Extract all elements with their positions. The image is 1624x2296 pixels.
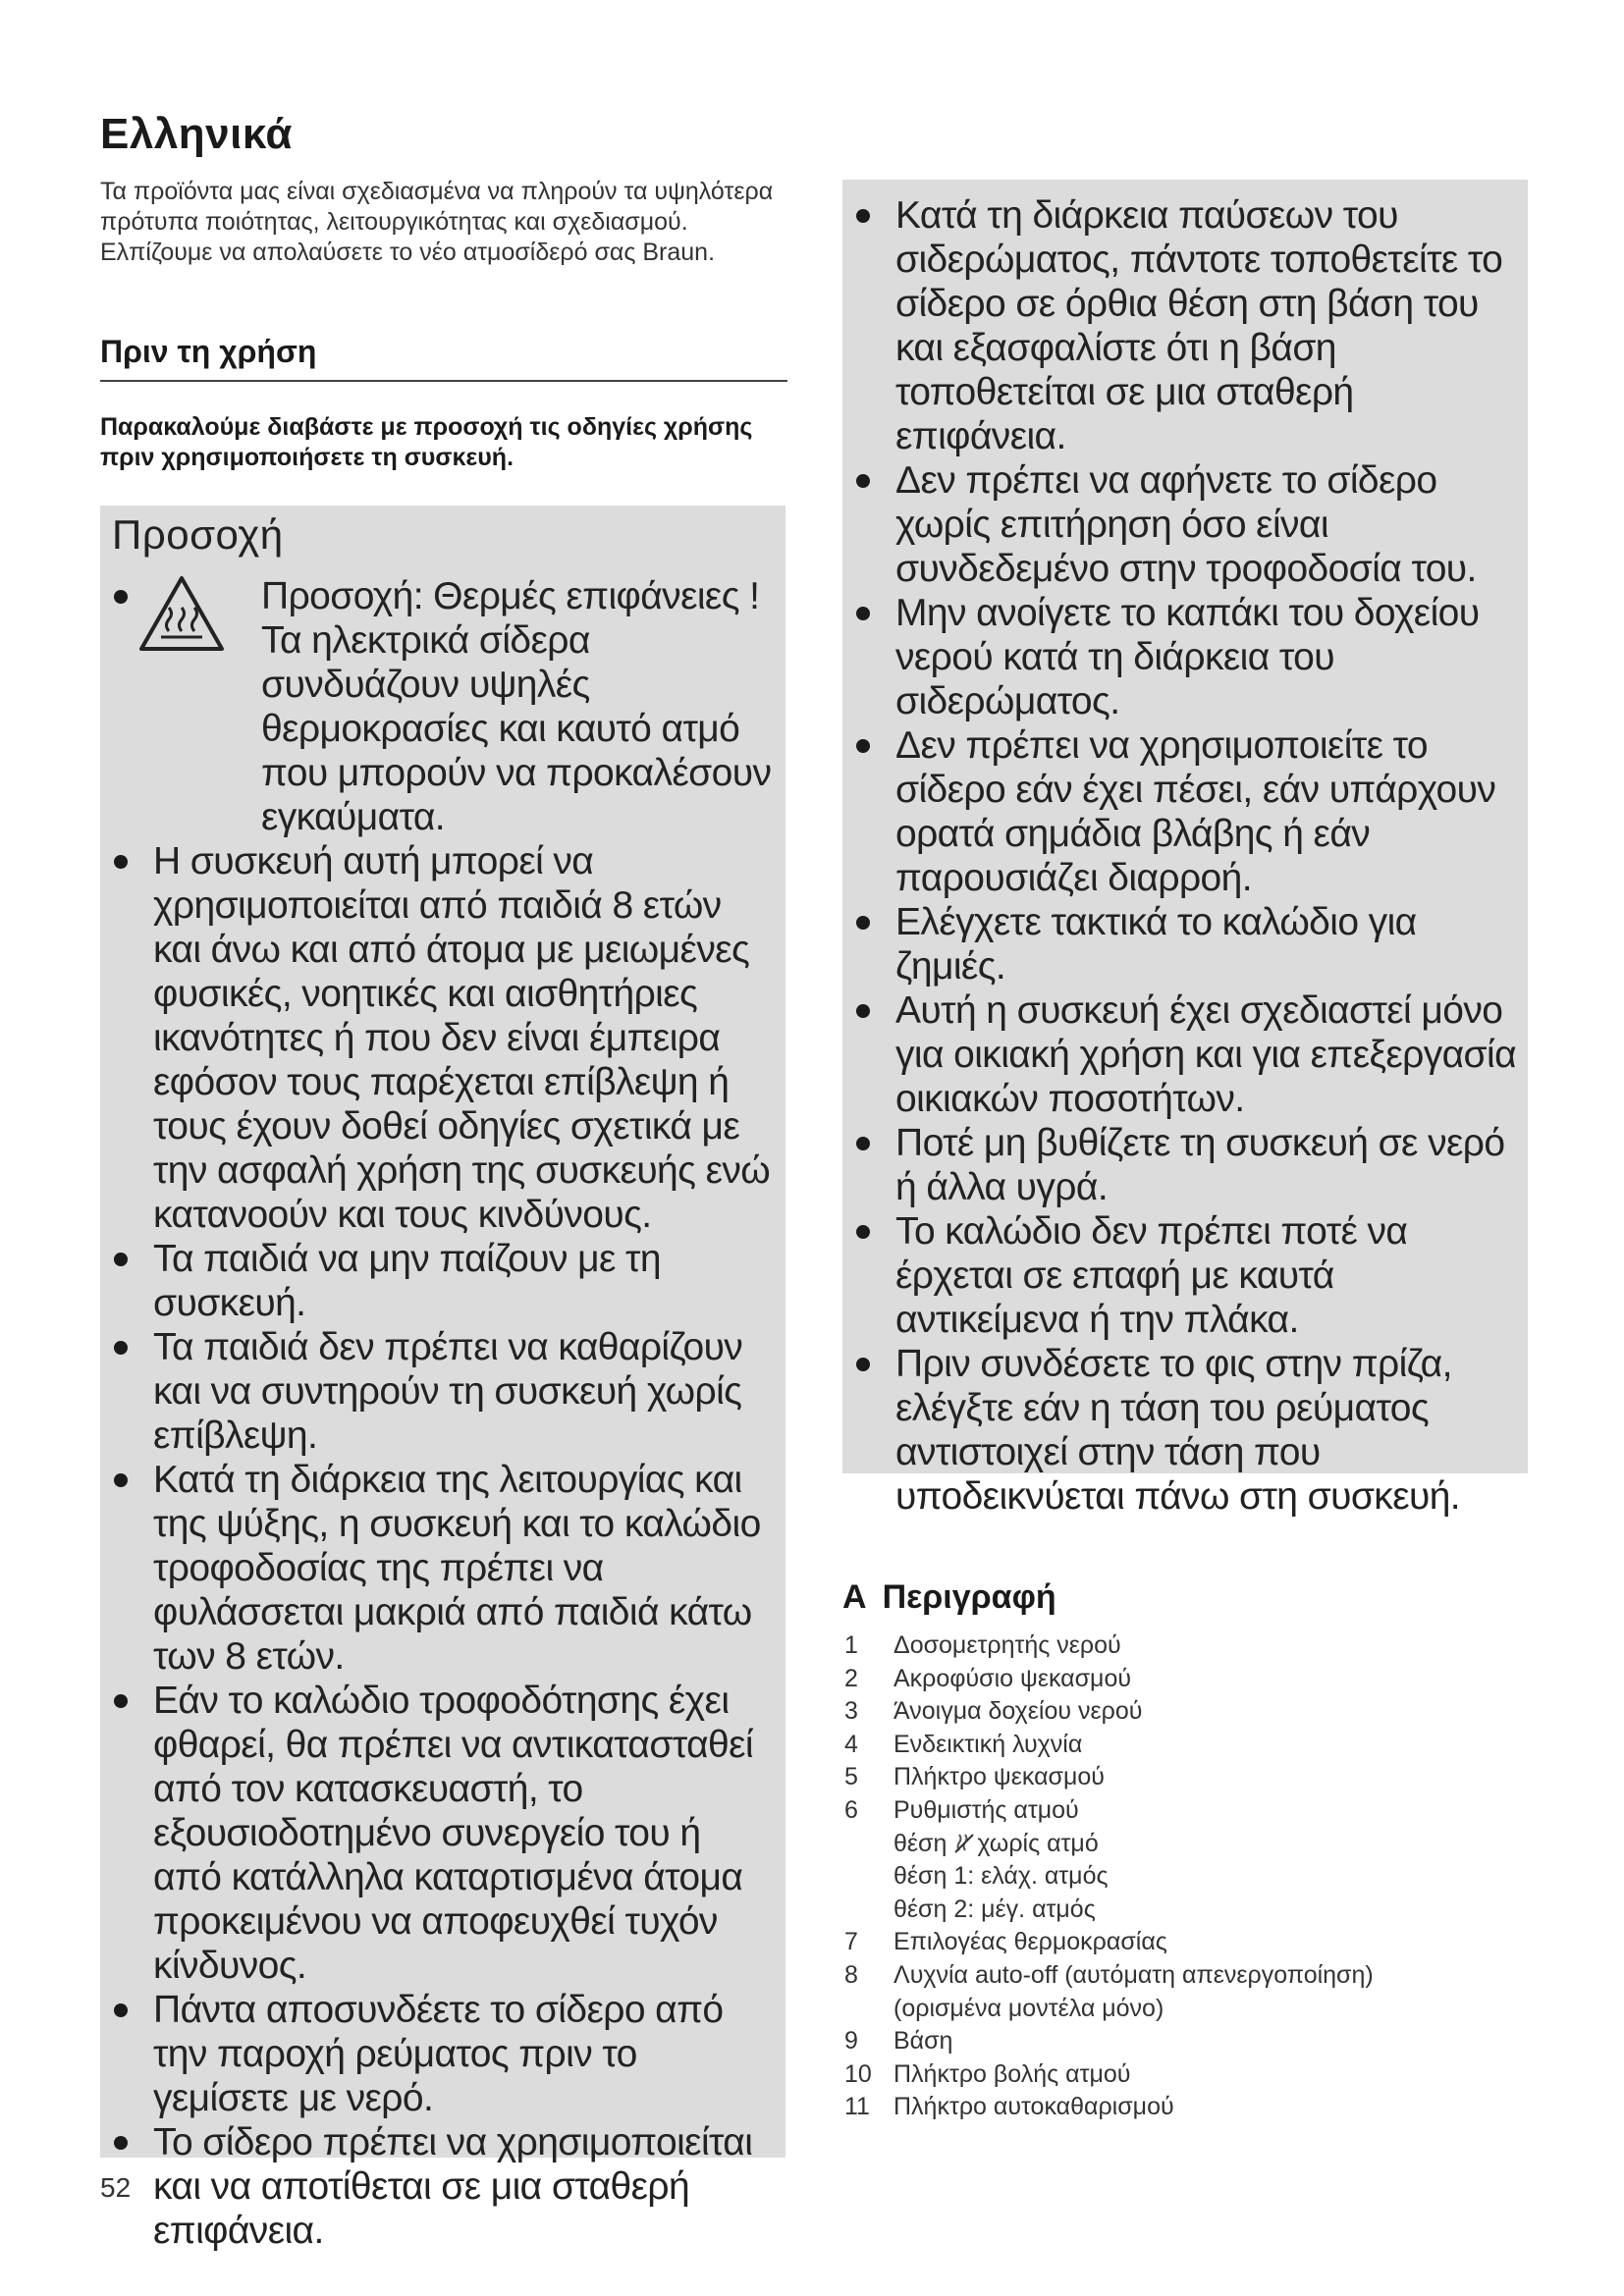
part-label: Επιλογέας θερμοκρασίας — [893, 1928, 1167, 1956]
list-item — [842, 1794, 1530, 1926]
part-label: Βάση — [893, 2027, 953, 2056]
list-item: Εάν το καλώδιο τροφοδότησης έχει φθαρεί, θα πρέπει να αντικατασταθεί από τον κατασκευαστή, το εξουσιοδοτημένο συνεργείο του ή από κατάλληλα καταρτισμένα άτομα προκειμένου να αποφευχθεί τυχόν κίνδυνος. — [100, 1679, 778, 1988]
parts-list — [842, 1629, 1530, 2124]
part-number: 9 — [844, 2027, 858, 2056]
part-label: Ρυθμιστής ατμού — [893, 1795, 1079, 1824]
list-item: Αυτή η συσκευή έχει σχεδιαστεί μόνο για οικιακή χρήση και για επεξεργασία οικιακών ποσοτήτων. — [842, 988, 1520, 1121]
part-number: 3 — [844, 1697, 858, 1726]
steam-setting-label: χωρίς ατμό — [977, 1829, 1099, 1857]
list-item — [842, 1663, 1530, 1696]
part-label: Δοσομετρητής νερού — [893, 1631, 1121, 1659]
list-item — [100, 574, 778, 839]
caution-heading: Προσοχή — [112, 511, 284, 558]
list-item: Ποτέ μη βυθίζετε τη συσκευή σε νερό ή άλλα υγρά. — [842, 1121, 1520, 1209]
list-item — [842, 2025, 1530, 2058]
list-item-text: Προσοχή: Θερμές επιφάνειες ! Τα ηλεκτρικά σίδερα συνδυάζουν υψηλές θερμοκρασίες και καυτό ατμό που μπορούν να προκαλέσουν εγκαύματα. — [261, 575, 772, 838]
part-label: Πλήκτρο ψεκασμού — [893, 1763, 1105, 1791]
caution-box-continued — [842, 180, 1528, 1518]
steam-setting-2: θέση 2: μέγ. ατμός — [893, 1895, 1096, 1923]
list-item: Τα παιδιά να μην παίζουν με τη συσκευή. — [100, 1237, 778, 1325]
list-item: Τα παιδιά δεν πρέπει να καθαρίζουν και να συντηρούν τη συσκευή χωρίς επίβλεψη. — [100, 1325, 778, 1458]
part-label: Λυχνία auto-off (αυτόματη απενεργοποίηση) — [893, 1960, 1374, 1989]
list-item: Ελέγχετε τακτικά το καλώδιο για ζημιές. — [842, 900, 1520, 988]
part-label: Ενδεικτική λυχνία — [893, 1730, 1083, 1758]
list-item: Κατά τη διάρκεια της λειτουργίας και της ψύξης, η συσκευή και το καλώδιο τροφοδοσίας της πρέπει να φυλάσσεται μακριά από παιδιά κάτω των 8 ετών. — [100, 1458, 778, 1679]
part-number: 2 — [844, 1664, 858, 1692]
list-item — [842, 2091, 1530, 2124]
list-item: Μην ανοίγετε το καπάκι του δοχείου νερού κατά τη διάρκεια του σιδερώματος. — [842, 591, 1520, 723]
part-number: 8 — [844, 1960, 858, 1989]
part-number: 7 — [844, 1928, 858, 1956]
list-item — [842, 2058, 1530, 2092]
list-item: Κατά τη διάρκεια παύσεων του σιδερώματος, πάντοτε τοποθετείτε το σίδερο σε όρθια θέση στη βάση του και εξασφαλίστε ότι η βάση τοποθετείται σε μια σταθερή επιφάνεια. — [842, 193, 1520, 458]
steam-setting-prefix: θέση — [893, 1829, 947, 1857]
caution-list-continued — [842, 193, 1520, 1519]
steam-setting-1: θέση 1: ελάχ. ατμός — [893, 1862, 1109, 1891]
list-item — [842, 1629, 1530, 1663]
list-item — [842, 1761, 1530, 1794]
part-label: Άνοιγμα δοχείου νερού — [893, 1697, 1143, 1726]
before-use-heading: Πριν τη χρήση — [100, 334, 787, 382]
part-label: Πλήκτρο αυτοκαθαρισμού — [893, 2093, 1174, 2121]
read-instructions-notice: Παρακαλούμε διαβάστε με προσοχή τις οδηγίες χρήσης πριν χρησιμοποιήσετε τη συσκευή. — [100, 413, 753, 471]
part-number: 5 — [844, 1763, 858, 1791]
part-label: Πλήκτρο βολής ατμού — [893, 2059, 1131, 2088]
list-item: Το καλώδιο δεν πρέπει ποτέ να έρχεται σε επαφή με καυτά αντικείμενα ή την πλάκα. — [842, 1209, 1520, 1342]
steam-setting-0 — [893, 1828, 1530, 1861]
part-number: 4 — [844, 1730, 858, 1758]
page-number: 52 — [100, 2172, 132, 2203]
figure-letter: A — [842, 1578, 867, 1616]
part-number: 10 — [844, 2059, 872, 2088]
list-item — [842, 1959, 1530, 2025]
part-number: 11 — [844, 2093, 870, 2121]
description-heading — [842, 1578, 1056, 1617]
caution-list — [100, 574, 778, 2253]
list-item — [842, 1695, 1530, 1729]
list-item — [842, 1926, 1530, 1959]
description-title: Περιγραφή — [882, 1578, 1056, 1616]
list-item: Δεν πρέπει να χρησιμοποιείτε το σίδερο εάν έχει πέσει, εάν υπάρχουν ορατά σημάδια βλάβης ή εάν παρουσιάζει διαρροή. — [842, 723, 1520, 900]
list-item: Η συσκευή αυτή μπορεί να χρησιμοποιείται από παιδιά 8 ετών και άνω και από άτομα με μειωμένες φυσικές, νοητικές και αισθητήριες ικανότητες ή που δεν είναι έμπειρα εφόσον τους παρέχεται επίβλεψη ή τους έχουν δοθεί οδηγίες σχετικά με την ασφαλή χρήση της συσκευής ενώ κατανοούν και τους κινδύνους. — [100, 839, 778, 1237]
intro-paragraph: Τα προϊόντα μας είναι σχεδιασμένα να πληρούν τα υψηλότερα πρότυπα ποιότητας, λειτουργικότητας και σχεδιασμού. Ελπίζουμε να απολαύσετε το νέο ατμοσίδερό σας Braun. — [100, 178, 774, 266]
list-item: Το σίδερο πρέπει να χρησιμοποιείται και να αποτίθεται σε μια σταθερή επιφάνεια. — [100, 2120, 778, 2253]
list-item: Πάντα αποσυνδέετε το σίδερο από την παροχή ρεύματος πριν το γεμίσετε με νερό. — [100, 1988, 778, 2120]
list-item — [842, 1729, 1530, 1762]
list-item: Πριν συνδέσετε το φις στην πρίζα, ελέγξτε εάν η τάση του ρεύματος αντιστοιχεί στην τάση που υποδεικνύεται πάνω στη συσκευή. — [842, 1342, 1520, 1519]
language-heading: Ελληνικά — [100, 110, 293, 158]
part-number: 1 — [844, 1631, 858, 1659]
part-label: Ακροφύσιο ψεκασμού — [893, 1664, 1132, 1692]
list-item: Δεν πρέπει να αφήνετε το σίδερο χωρίς επιτήρηση όσο είναι συνδεδεμένο στην τροφοδοσία του. — [842, 458, 1520, 591]
hot-surface-warning-icon — [137, 574, 226, 653]
no-steam-icon — [953, 1833, 975, 1854]
part-number: 6 — [844, 1795, 858, 1824]
auto-off-note: (ορισμένα μοντέλα μόνο) — [893, 1994, 1164, 2022]
